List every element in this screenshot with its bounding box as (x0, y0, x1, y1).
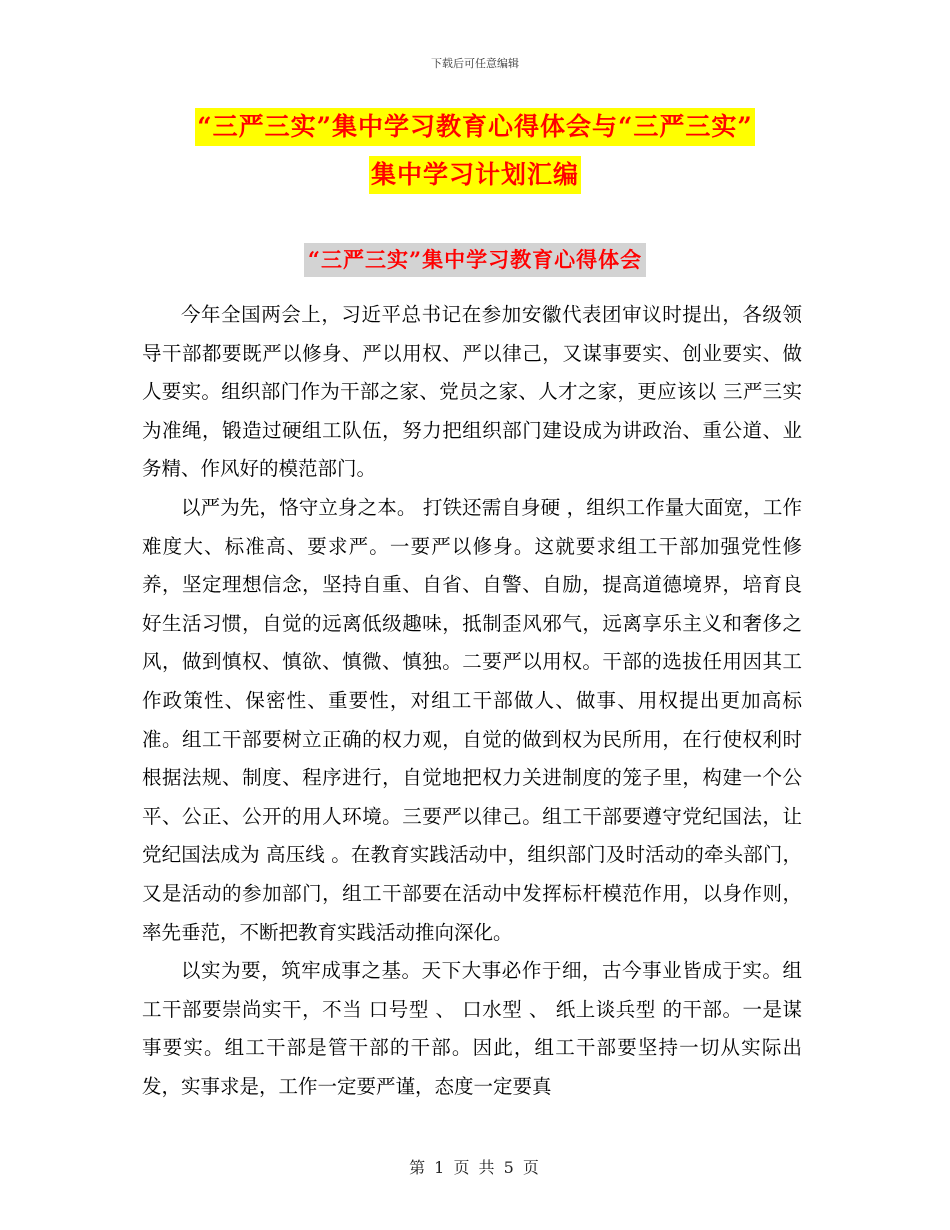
paragraph-3: 以实为要，筑牢成事之基。天下大事必作于细，古今事业皆成于实。组工干部要崇尚实干，不当 口号型 、 口水型 、 纸上谈兵型 的干部。一是谋事要实。组工干部是管干部的干部。因此，组工干部要坚持一切从实际出发，实事求是，工作一定要严谨，态度一定要真 (142, 959, 802, 1098)
paragraph-1: 今年全国两会上，习近平总书记在参加安徽代表团审议时提出，各级领导干部都要既严以修身、严以用权、严以律己，又谋事要实、创业要实、做人要实。组织部门作为干部之家、党员之家、人才之家，更应该以 三严三实 为准绳，锻造过硬组工队伍，努力把组织部门建设成为讲政治、重公道、业务精、作风好的模范部门。 (142, 303, 802, 481)
document-title (0, 108, 950, 194)
paragraph-2: 以严为先，恪守立身之本。 打铁还需自身硬 ，组织工作量大面宽，工作难度大、标准高、要求严。一要严以修身。这就要求组工干部加强党性修养，坚定理想信念，坚持自重、自省、自警、自励，提高道德境界，培育良好生活习惯，自觉的远离低级趣味，抵制歪风邪气，远离享乐主义和奢侈之风，做到慎权、慎欲、慎微、慎独。二要严以用权。干部的选拔任用因其工作政策性、保密性、重要性，对组工干部做人、做事、用权提出更加高标准。组工干部要树立正确的权力观，自觉的做到权为民所用，在行使权利时根据法规、制度、程序进行，自觉地把权力关进制度的笼子里，构建一个公平、公正、公开的用人环境。三要严以律己。组工干部要遵守党纪国法，让党纪国法成为 高压线 。在教育实践活动中，组织部门及时活动的牵头部门，又是活动的参加部门，组工干部要在活动中发挥标杆模范作用，以身作则，率先垂范，不断把教育实践活动推向深化。 (142, 495, 802, 944)
body-text (142, 296, 802, 1106)
title-line-1: “三严三实”集中学习教育心得体会与“三严三实” (195, 108, 755, 146)
section-heading (0, 243, 950, 277)
title-line-2: 集中学习计划汇编 (369, 156, 581, 194)
section-heading-text: “三严三实”集中学习教育心得体会 (304, 243, 646, 277)
header-note: 下载后可任意编辑 (431, 57, 519, 70)
page-footer: 第 1 页 共 5 页 (409, 1158, 541, 1177)
